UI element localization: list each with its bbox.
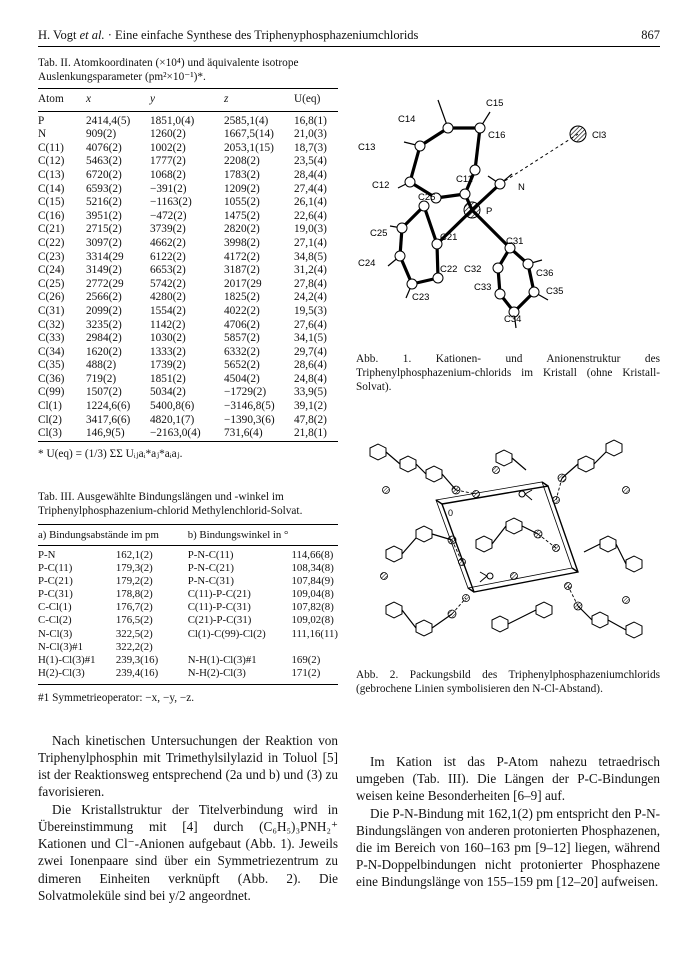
table3-row bbox=[38, 588, 338, 601]
table2-cell: 39,1(2) bbox=[294, 400, 327, 413]
table2-cell: 4022(2) bbox=[224, 304, 260, 317]
label-c31: C31 bbox=[506, 236, 524, 247]
table2-cell: 5652(2) bbox=[224, 359, 260, 372]
table2-cell: 146,9(5) bbox=[86, 427, 150, 441]
figure2-packing bbox=[356, 430, 660, 652]
table2-cell: 5034(2) bbox=[150, 386, 186, 399]
table2-cell: 34,8(5) bbox=[294, 250, 327, 263]
table2-cell: 1667,5(14) bbox=[224, 128, 274, 141]
table3 bbox=[38, 525, 338, 680]
table2-cell: 28,6(4) bbox=[294, 359, 327, 372]
table3-cell: C(21)-P-C(31) bbox=[187, 614, 252, 627]
table2-cell: 33,9(5) bbox=[294, 386, 327, 399]
table2-col-z: z bbox=[224, 89, 294, 112]
figure1-caption: Abb. 1. Kationen- und Anionenstruktur des Triphenylphosphazenium-chlorids im Kristall (ohne Kristall-Solvat). bbox=[356, 353, 660, 393]
label-c14: C14 bbox=[398, 114, 416, 125]
table2-row bbox=[38, 278, 338, 292]
cl3-atom bbox=[570, 126, 586, 142]
table2-cell: 21,8(1) bbox=[294, 427, 338, 441]
table2-cell: 1825(2) bbox=[224, 291, 260, 304]
table2-cell: 2820(2) bbox=[224, 223, 260, 236]
table3-cell: 178,8(2) bbox=[115, 588, 153, 601]
table2-cell: 4662(2) bbox=[150, 236, 186, 249]
table2-cell: 6653(2) bbox=[150, 264, 186, 277]
table2-cell: 19,0(3) bbox=[294, 223, 327, 236]
table2-cell: 28,4(4) bbox=[294, 168, 327, 181]
table3-cell: 114,66(8) bbox=[291, 548, 334, 561]
table2-cell: 731,6(4) bbox=[224, 427, 294, 441]
ring-c3x bbox=[498, 248, 534, 312]
table3-row bbox=[38, 575, 338, 588]
table2-cell: 5216(2) bbox=[86, 196, 122, 209]
label-c34: C34 bbox=[504, 314, 522, 325]
table2-cell: 26,1(4) bbox=[294, 196, 327, 209]
table2-cell: 1739(2) bbox=[150, 359, 186, 372]
table2-cell: 2017(29 bbox=[224, 277, 262, 290]
table2-cell: 3739(2) bbox=[150, 223, 186, 236]
table2-cell: C(21) bbox=[38, 223, 65, 236]
label-c23: C23 bbox=[412, 292, 430, 303]
table2-cell: 4076(2) bbox=[86, 141, 122, 154]
table2-cell: 5742(2) bbox=[150, 277, 186, 290]
table3-cell: 176,5(2) bbox=[115, 614, 153, 627]
table3-bottom-rule bbox=[38, 684, 338, 685]
table3-cell: 179,2(2) bbox=[115, 575, 153, 588]
table2-cell: C(25) bbox=[38, 277, 65, 290]
table3-cell: H(1)-Cl(3)#1 bbox=[38, 653, 96, 666]
table2-row bbox=[38, 237, 338, 251]
table2-row bbox=[38, 183, 338, 197]
table3-header-row bbox=[38, 525, 338, 546]
table3-cell: 239,4(16) bbox=[115, 666, 159, 679]
table3-cell: N-H(1)-Cl(3)#1 bbox=[187, 653, 257, 666]
table2-cell: C(26) bbox=[38, 291, 65, 304]
table3-cell: N-H(2)-Cl(3) bbox=[187, 666, 246, 679]
table2-row bbox=[38, 427, 338, 441]
table2-col-x: x bbox=[86, 89, 150, 112]
label-c12: C12 bbox=[372, 180, 390, 191]
table2-cell: 1851,0(4) bbox=[150, 114, 195, 127]
table2-cell: C(35) bbox=[38, 359, 65, 372]
table3-cell: 169(2) bbox=[291, 653, 321, 666]
table2-cell: C(12) bbox=[38, 155, 65, 168]
table2-row bbox=[38, 142, 338, 156]
table2-cell: 488(2) bbox=[86, 359, 117, 372]
left-paragraph-1: Nach kinetischen Untersuchungen der Reaktion von Triphenylphosphin mit Trimethylsilylazid in Toluol [5] ist der Reaktionsweg entsprechend (2a und b) und (3) zu favorisieren. bbox=[38, 732, 338, 800]
table2-row bbox=[38, 291, 338, 305]
table2-row bbox=[38, 414, 338, 428]
table2-cell: 3314(29 bbox=[86, 250, 124, 263]
table2-cell: 27,1(4) bbox=[294, 236, 327, 249]
table2-caption: Tab. II. Atomkoordinaten (×10⁴) und äquivalente isotrope Auslenkungsparameter (pm²×10⁻¹)*. bbox=[38, 57, 299, 83]
table3-cell: C-Cl(1) bbox=[38, 601, 72, 614]
header-rule bbox=[38, 46, 660, 47]
table2-cell: 1777(2) bbox=[150, 155, 186, 168]
table2-cell: 18,7(3) bbox=[294, 141, 327, 154]
table2-cell: C(23) bbox=[38, 250, 65, 263]
table2-cell: 4504(2) bbox=[224, 372, 260, 385]
table2-cell: 19,5(3) bbox=[294, 304, 327, 317]
table2-row bbox=[38, 332, 338, 346]
table2-cell: 3097(2) bbox=[86, 236, 122, 249]
table3-row bbox=[38, 654, 338, 667]
label-c22: C22 bbox=[440, 264, 458, 275]
table3-cell: P-C(11) bbox=[38, 562, 73, 575]
table3-cell: C(11)-P-C(21) bbox=[187, 588, 251, 601]
table2-cell: 1783(2) bbox=[224, 168, 260, 181]
table2-cell: 4172(2) bbox=[224, 250, 260, 263]
page-number: 867 bbox=[641, 28, 660, 42]
table2-cell: 3235(2) bbox=[86, 318, 122, 331]
table3-cell: P-C(31) bbox=[38, 588, 73, 601]
table2-cell: 1333(2) bbox=[150, 345, 186, 358]
table3-cell: P-N bbox=[38, 548, 56, 561]
table2-row bbox=[38, 359, 338, 373]
right-column-text bbox=[356, 753, 660, 891]
table3-row bbox=[38, 601, 338, 614]
right-paragraph-2: Die P-N-Bindung mit 162,1(2) pm entspricht den P-N-Bindungslängen von anderen protonierten Phosphazenen, die im Bereich von 160–163 pm [9–12] liegen, während P-N-Doppelbindungen nicht protonierter Phosphazene eine Bindungslänge von 155–159 pm [12–20] aufweisen. bbox=[356, 805, 660, 890]
table2-cell: C(15) bbox=[38, 196, 65, 209]
table2-cell: C(31) bbox=[38, 304, 65, 317]
table2-cell: Cl(1) bbox=[38, 400, 62, 413]
table3-row bbox=[38, 562, 338, 575]
table2-cell: 2984(2) bbox=[86, 332, 122, 345]
table2-cell: 2208(2) bbox=[224, 155, 260, 168]
table3-cell: 162,1(2) bbox=[115, 548, 153, 561]
table2-cell: 6332(2) bbox=[224, 345, 260, 358]
running-header bbox=[38, 28, 660, 43]
table2-row bbox=[38, 223, 338, 237]
table3-cell: 108,34(8) bbox=[291, 562, 334, 575]
table2-cell: 2053,1(15) bbox=[224, 141, 274, 154]
table2-cell: 27,6(4) bbox=[294, 318, 327, 331]
table2-cell: 23,5(4) bbox=[294, 155, 327, 168]
table2-cell: 27,4(4) bbox=[294, 182, 327, 195]
ring-c1x bbox=[410, 128, 480, 198]
table2-cell: 1851(2) bbox=[150, 372, 186, 385]
table2-cell: 16,8(1) bbox=[294, 114, 327, 127]
table3-cell: 179,3(2) bbox=[115, 562, 153, 575]
table3-caption: Tab. III. Ausgewählte Bindungslängen und -winkel im Triphenylphosphazenium-chlorid Methylenchlorid-Solvat. bbox=[38, 490, 303, 517]
label-c35: C35 bbox=[546, 286, 564, 297]
table2-cell: C(34) bbox=[38, 345, 65, 358]
table2-cell: 3187(2) bbox=[224, 264, 260, 277]
table2-cell: −472(2) bbox=[150, 209, 187, 222]
table2-cell: 22,6(4) bbox=[294, 209, 327, 222]
table2-cell: 4706(2) bbox=[224, 318, 260, 331]
label-c25: C25 bbox=[370, 228, 388, 239]
table3-cell: N-Cl(3)#1 bbox=[38, 640, 83, 653]
table2-cell: 6593(2) bbox=[86, 182, 122, 195]
table3-cell: H(2)-Cl(3) bbox=[38, 666, 85, 679]
table2-row bbox=[38, 196, 338, 210]
table2-cell: −1163(2) bbox=[150, 196, 192, 209]
table3-row bbox=[38, 628, 338, 641]
table3-cell: P-N-C(21) bbox=[187, 562, 234, 575]
table3-cell: 239,3(16) bbox=[115, 653, 159, 666]
table2 bbox=[38, 88, 338, 442]
table2-cell: P bbox=[38, 114, 45, 127]
label-c24: C24 bbox=[358, 258, 376, 269]
table2-cell: 21,0(3) bbox=[294, 128, 327, 141]
table2-cell: 27,8(4) bbox=[294, 277, 327, 290]
p-atom bbox=[464, 202, 480, 218]
left-paragraph-2: Die Kristallstruktur der Titelverbindung wird in Übereinstimmung mit [4] durch (C₆H₅)₃PNH₂⁺ Kationen und Cl⁻-Anionen aufgebaut (Abb. 1). Jeweils zwei Ionenpaare sind über ein Symmetriezentrum zu dimeren Einheiten verknüpft (Abb. 2). Die Solvatmoleküle sind bei y/2 angeordnet. bbox=[38, 801, 338, 903]
table3-cell: 107,84(9) bbox=[291, 575, 334, 588]
table2-cell: C(33) bbox=[38, 332, 65, 345]
table2-row bbox=[38, 111, 338, 128]
table2-cell: C(13) bbox=[38, 168, 65, 181]
table2-col-atom: Atom bbox=[38, 89, 86, 112]
table2-cell: 1002(2) bbox=[150, 141, 186, 154]
table3-cell bbox=[292, 641, 338, 654]
label-c11: C11 bbox=[456, 174, 473, 185]
table2-footnote: * U(eq) = (1/3) ΣΣ Uᵢⱼaᵢ*aⱼ*aᵢaⱼ. bbox=[38, 447, 183, 460]
table3-row bbox=[38, 614, 338, 627]
table2-cell: 6720(2) bbox=[86, 168, 122, 181]
table2-cell: 47,8(2) bbox=[294, 413, 327, 426]
table3-cell: 109,02(8) bbox=[291, 614, 334, 627]
table2-cell: 909(2) bbox=[86, 128, 117, 141]
table2-cell: C(36) bbox=[38, 372, 65, 385]
table2-cell: 34,1(5) bbox=[294, 332, 327, 345]
table2-cell: 24,8(4) bbox=[294, 372, 327, 385]
table2-cell: 5400,8(6) bbox=[150, 400, 195, 413]
table2-row bbox=[38, 264, 338, 278]
table2-cell: 2585,1(4) bbox=[224, 114, 269, 127]
table3-cell: P-N-C(31) bbox=[187, 575, 234, 588]
table3-cell: 171(2) bbox=[291, 666, 321, 679]
figure1-molecule bbox=[350, 88, 662, 340]
table3-row bbox=[38, 545, 338, 562]
table2-cell: 1055(2) bbox=[224, 196, 260, 209]
table3-footnote: #1 Symmetrieoperator: −x, −y, −z. bbox=[38, 691, 195, 704]
label-c21: C21 bbox=[440, 232, 458, 243]
right-paragraph-1: Im Kation ist das P-Atom nahezu tetraedrisch umgeben (Tab. III). Die Längen der P-C-Bindungen weisen keine Besonderheiten [6–9] auf. bbox=[356, 754, 660, 804]
figure2-caption: Abb. 2. Packungsbild des Triphenylphosphazeniumchlorids (gebrochene Linien symbolisieren den N-Cl-Abstand). bbox=[356, 669, 660, 695]
table2-cell: 3951(2) bbox=[86, 209, 122, 222]
table3-cell: 107,82(8) bbox=[291, 601, 334, 614]
table2-cell: 4820,1(7) bbox=[150, 413, 195, 426]
table2-cell: 1620(2) bbox=[86, 345, 122, 358]
table3-cell: 176,7(2) bbox=[115, 601, 153, 614]
table3-row bbox=[38, 667, 338, 680]
table2-row bbox=[38, 400, 338, 414]
table2-col-ueq: U(eq) bbox=[294, 89, 338, 112]
table3-col-a: a) Bindungsabstände im pm bbox=[38, 525, 188, 546]
table2-cell: −1390,3(6) bbox=[224, 413, 275, 426]
table2-cell: 1475(2) bbox=[224, 209, 260, 222]
table2-row bbox=[38, 319, 338, 333]
table2-cell: 2715(2) bbox=[86, 223, 122, 236]
table3-cell: 109,04(8) bbox=[291, 588, 334, 601]
label-c33: C33 bbox=[474, 282, 492, 293]
table2-cell: −391(2) bbox=[150, 182, 187, 195]
table2-body bbox=[38, 111, 338, 441]
table2-row bbox=[38, 210, 338, 224]
label-n: N bbox=[518, 182, 525, 193]
table3-cell: P-C(21) bbox=[38, 575, 73, 588]
table2-cell: 2099(2) bbox=[86, 304, 122, 317]
cell-origin-label: 0 bbox=[448, 508, 454, 518]
table2-cell: C(16) bbox=[38, 209, 65, 222]
table2-cell: C(32) bbox=[38, 318, 65, 331]
table2-row bbox=[38, 346, 338, 360]
table2-cell: 1260(2) bbox=[150, 128, 186, 141]
label-c36: C36 bbox=[536, 268, 554, 279]
label-c16: C16 bbox=[488, 130, 506, 141]
table2-cell: 719(2) bbox=[86, 372, 117, 385]
table2-cell: 1209(2) bbox=[224, 182, 260, 195]
table3-cell: C(11)-P-C(31) bbox=[187, 601, 251, 614]
table2-row bbox=[38, 155, 338, 169]
table2-cell: 1507(2) bbox=[86, 386, 122, 399]
table2-cell: −1729(2) bbox=[224, 386, 267, 399]
table2-cell: Cl(3) bbox=[38, 427, 86, 441]
table2-cell: 2772(29 bbox=[86, 277, 124, 290]
running-title: H. Vogt et al. · Eine einfache Synthese des Triphenyphosphazeniumchlorids bbox=[38, 28, 419, 42]
table2-cell: 31,2(4) bbox=[294, 264, 327, 277]
table2-cell: 3998(2) bbox=[224, 236, 260, 249]
table2-cell: 29,7(4) bbox=[294, 345, 327, 358]
label-cl3: Cl3 bbox=[592, 130, 607, 141]
table2-cell: 2414,4(5) bbox=[86, 114, 131, 127]
table2-header-row bbox=[38, 89, 338, 112]
table3-row bbox=[38, 641, 338, 654]
table2-row bbox=[38, 169, 338, 183]
table2-cell: C(14) bbox=[38, 182, 65, 195]
table3-cell: 111,16(11) bbox=[291, 627, 338, 640]
left-column bbox=[38, 56, 338, 904]
table2-row bbox=[38, 128, 338, 142]
label-p: P bbox=[486, 206, 493, 217]
table2-cell: 24,2(4) bbox=[294, 291, 327, 304]
table2-row bbox=[38, 373, 338, 387]
label-c13: C13 bbox=[358, 142, 376, 153]
table3-cell: C-Cl(2) bbox=[38, 614, 72, 627]
label-c15: C15 bbox=[486, 98, 504, 109]
label-c26: C26 bbox=[418, 192, 436, 203]
table2-cell: 1554(2) bbox=[150, 304, 186, 317]
table2-row bbox=[38, 386, 338, 400]
table2-cell: 1030(2) bbox=[150, 332, 186, 345]
table2-col-y: y bbox=[150, 89, 224, 112]
table3-body bbox=[38, 545, 338, 679]
table2-cell: −3146,8(5) bbox=[224, 400, 275, 413]
table2-cell: −2163,0(4) bbox=[150, 427, 224, 441]
table2-cell: C(99) bbox=[38, 386, 65, 399]
table3-col-b: b) Bindungswinkel in ° bbox=[188, 525, 338, 546]
table2-row bbox=[38, 305, 338, 319]
table2-cell: C(11) bbox=[38, 141, 64, 154]
table3-cell: 322,5(2) bbox=[115, 627, 153, 640]
table2-cell: C(22) bbox=[38, 236, 65, 249]
table2-cell: 5463(2) bbox=[86, 155, 122, 168]
table3-cell: P-N-C(11) bbox=[187, 548, 234, 561]
table3-cell bbox=[188, 641, 292, 654]
table2-cell: 2566(2) bbox=[86, 291, 122, 304]
table2-cell: 1068(2) bbox=[150, 168, 186, 181]
table2-cell: 4280(2) bbox=[150, 291, 186, 304]
table3-cell: Cl(1)-C(99)-Cl(2) bbox=[187, 627, 266, 640]
table2-cell: 3149(2) bbox=[86, 264, 122, 277]
table2-cell: C(24) bbox=[38, 264, 65, 277]
table2-cell: N bbox=[38, 128, 47, 141]
table2-cell: 1142(2) bbox=[150, 318, 186, 331]
table2-cell: Cl(2) bbox=[38, 413, 62, 426]
table2-row bbox=[38, 251, 338, 265]
label-c32: C32 bbox=[464, 264, 482, 275]
table2-cell: 3417,6(6) bbox=[86, 413, 131, 426]
table2-cell: 5857(2) bbox=[224, 332, 260, 345]
table3-cell: N-Cl(3) bbox=[38, 627, 73, 640]
table3-cell: 322,2(2) bbox=[115, 640, 153, 653]
table2-cell: 1224,6(6) bbox=[86, 400, 131, 413]
table2-cell: 6122(2) bbox=[150, 250, 186, 263]
